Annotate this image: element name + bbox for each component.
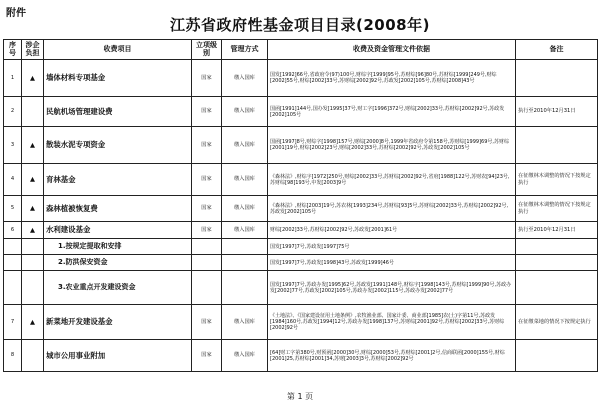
fund-name: 散装水泥专项资金 (44, 127, 192, 164)
remark (516, 271, 598, 305)
burden-mark: ▲ (22, 222, 44, 239)
table-row (4, 60, 598, 97)
approval-level: 国家 (192, 340, 222, 372)
row-no (4, 239, 22, 255)
burden-mark (22, 271, 44, 305)
approval-level: 国家 (192, 127, 222, 164)
management-mode: 缴入国库 (222, 97, 268, 127)
table-row (4, 222, 598, 239)
burden-mark: ▲ (22, 164, 44, 196)
table-row (4, 127, 598, 164)
approval-level (192, 255, 222, 271)
legal-basis: 国发[1997]7号,苏政发[1997]75号 (268, 239, 516, 255)
legal-basis: 国发[1992]66号,省政府令(97)100号,财综字[1999]95号,苏财综[96]80号,苏财综[1999]249号,财综[2002]55号,财综[2002]33号,苏财综[2002]92号,苏政发[2002]105号,苏财综[2008]43号 (268, 60, 516, 97)
attachment-label: 附件 (6, 8, 26, 19)
sub-item-name: 3.农业重点开发建设资金 (44, 271, 192, 305)
management-mode: 缴入国库 (222, 196, 268, 222)
management-mode: 缴入国库 (222, 340, 268, 372)
legal-basis: [64]财工字第380号,财预函[2000]30号,财综[2000]53号,苏财综[2001]2号,信商联函[2000]155号,财综[2001]25,苏财综[2001]34,苏财[2003]3号,苏财综[2002]92号 (268, 340, 516, 372)
fund-name: 城市公用事业附加 (44, 340, 192, 372)
legal-basis: 国发[1997]7号,苏政办发[1995]62号,苏政发[1991]148号,财综字[1998]143号,苏财综[1999]90号,苏政办发[2002]77号,苏政发[2002]105号,苏政办发[2002]115号,苏政办发[2002]77号 (268, 271, 516, 305)
table-row (4, 196, 598, 222)
burden-mark (22, 239, 44, 255)
management-mode (222, 239, 268, 255)
row-no: 8 (4, 340, 22, 372)
table-header-row (4, 40, 598, 60)
management-mode (222, 255, 268, 271)
management-mode: 缴入国库 (222, 305, 268, 340)
sub-item-name: 1.按规定提取和安排 (44, 239, 192, 255)
management-mode: 缴入国库 (222, 222, 268, 239)
col-header-no: 序号 (4, 40, 22, 60)
approval-level (192, 239, 222, 255)
burden-mark: ▲ (22, 127, 44, 164)
fund-name: 民航机场管理建设费 (44, 97, 192, 127)
remark (516, 127, 598, 164)
sub-item-name: 2.防洪保安资金 (44, 255, 192, 271)
legal-basis: 国函[1997]8号,财综字[1998]157号,财综[2000]8号,1999年省政府令第158号,苏财综[1999]69号,苏财综[2001]19号,财综[2002]23号,财综[2002]33号,苏财综[2002]92号,苏政发[2002]105号 (268, 127, 516, 164)
fund-table (3, 39, 598, 372)
col-header-mgmt: 管理方式 (222, 40, 268, 60)
table-row (4, 164, 598, 196)
remark (516, 239, 598, 255)
remark: 在征缴菜地的情况下按规定执行 (516, 305, 598, 340)
table-row (4, 271, 598, 305)
approval-level: 国家 (192, 222, 222, 239)
legal-basis: 国发[1997]7号,苏政发[1998]43号,苏政发[1999]46号 (268, 255, 516, 271)
row-no: 1 (4, 60, 22, 97)
row-no: 4 (4, 164, 22, 196)
col-header-burden: 涉企负担 (22, 40, 44, 60)
management-mode: 缴入国库 (222, 164, 268, 196)
col-header-level: 立项级别 (192, 40, 222, 60)
approval-level: 国家 (192, 196, 222, 222)
row-no: 5 (4, 196, 22, 222)
burden-mark (22, 97, 44, 127)
burden-mark: ▲ (22, 305, 44, 340)
approval-level: 国家 (192, 305, 222, 340)
remark: 执行至2010年12月31日 (516, 97, 598, 127)
page-number: 第 1 页 (286, 392, 314, 401)
fund-name: 森林植被恢复费 (44, 196, 192, 222)
fund-name: 新菜地开发建设基金 (44, 305, 192, 340)
legal-basis: 《森林法》,财综[2003]19号,苏农林[1993]234号,苏财综[93]5号,苏财综[2002]33号,苏财综[2002]92号,苏政发[2002]105号 (268, 196, 516, 222)
burden-mark: ▲ (22, 196, 44, 222)
management-mode (222, 271, 268, 305)
legal-basis: 财综[2002]33号,苏财综[2002]92号,苏政发[2001]61号 (268, 222, 516, 239)
remark (516, 255, 598, 271)
table-row (4, 340, 598, 372)
row-no: 6 (4, 222, 22, 239)
legal-basis: 《森林法》,财综字[1972]250号,财综[2002]33号,苏财综[2002]92号,省府[1988]122号,苏财农[94]23号,苏财综[98]193号,中发[2003]9号 (268, 164, 516, 196)
approval-level: 国家 (192, 60, 222, 97)
col-header-refs: 收费及资金管理文件依据 (268, 40, 516, 60)
fund-name: 水利建设基金 (44, 222, 192, 239)
row-no (4, 255, 22, 271)
table-row (4, 305, 598, 340)
table-row (4, 255, 598, 271)
row-no: 3 (4, 127, 22, 164)
page-title: 江苏省政府性基金项目目录(2008年) (170, 16, 430, 34)
table-row (4, 97, 598, 127)
remark: 在征缴林木调整的情况下按规定执行 (516, 196, 598, 222)
fund-name: 育林基金 (44, 164, 192, 196)
remark: 在征缴林木调整的情况下按规定执行 (516, 164, 598, 196)
col-header-note: 备注 (516, 40, 598, 60)
remark (516, 340, 598, 372)
legal-basis: 国函[1991]144号,国办发[1995]37号,财工字[1996]372号,财综[2002]33号,苏财综[2002]92号,苏政发[2002]105号 (268, 97, 516, 127)
col-header-item: 收费项目 (44, 40, 192, 60)
row-no: 7 (4, 305, 22, 340)
management-mode: 缴入国库 (222, 127, 268, 164)
approval-level: 国家 (192, 97, 222, 127)
burden-mark (22, 255, 44, 271)
remark (516, 60, 598, 97)
burden-mark (22, 340, 44, 372)
remark: 执行至2010年12月31日 (516, 222, 598, 239)
approval-level: 国家 (192, 164, 222, 196)
management-mode: 缴入国库 (222, 60, 268, 97)
row-no (4, 271, 22, 305)
row-no: 2 (4, 97, 22, 127)
burden-mark: ▲ (22, 60, 44, 97)
legal-basis: 《土地法》、《国家建设征用土地条例》,农牧渔业部、国家计委、商业部[1985]农(土)字第11号,苏政发[1984]160号,苏政发[1994]12号,苏政办发[1998]137号,苏财综[2001]92号,苏财综[2002]33号,苏财综[2002]92号 (268, 305, 516, 340)
approval-level (192, 271, 222, 305)
fund-name: 墙体材料专项基金 (44, 60, 192, 97)
table-row (4, 239, 598, 255)
